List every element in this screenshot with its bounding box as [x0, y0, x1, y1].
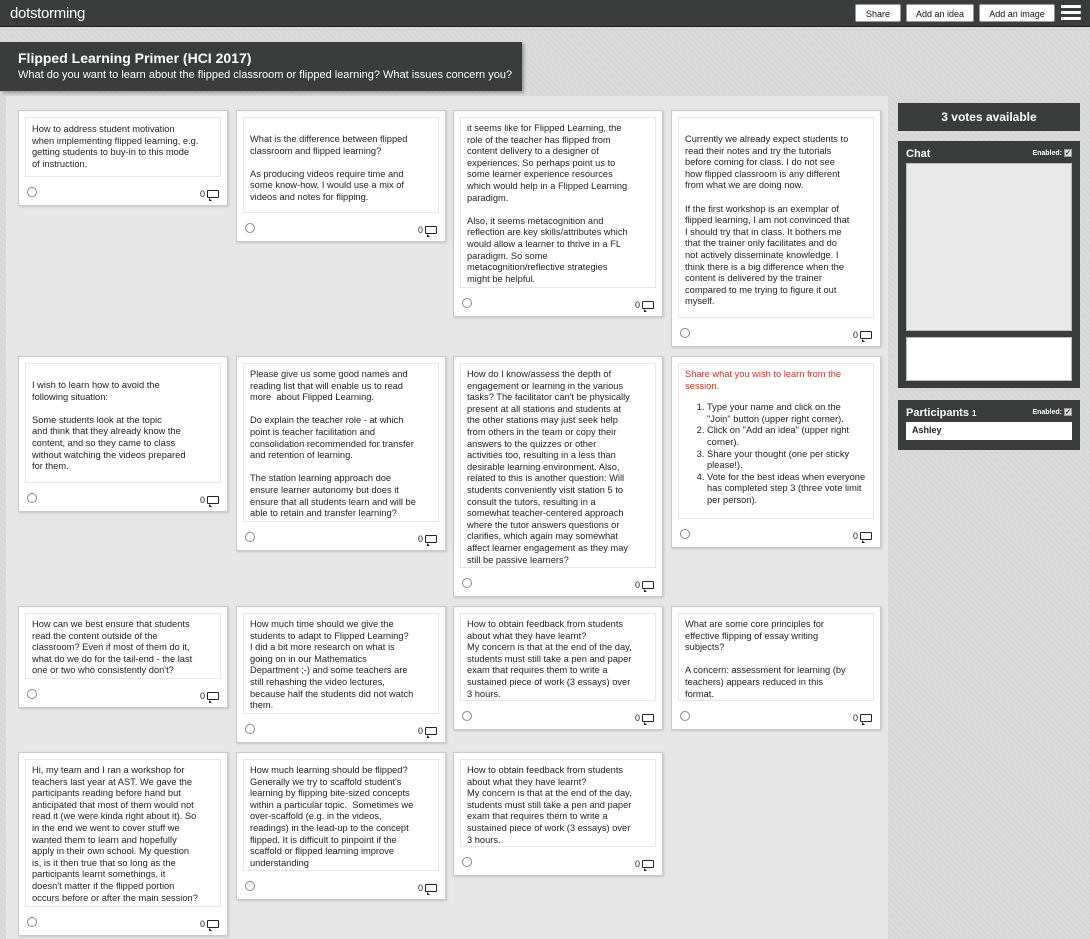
comment-count[interactable] — [853, 713, 872, 723]
instructions-heading: Share what you wish to learn from the session. — [685, 369, 842, 391]
idea-card[interactable] — [453, 110, 663, 317]
idea-card[interactable] — [453, 356, 663, 597]
vote-radio[interactable] — [27, 689, 37, 699]
board-title-box — [0, 42, 522, 91]
comment-count[interactable] — [418, 883, 437, 893]
comment-count-value: 0 — [634, 300, 640, 310]
idea-card[interactable] — [236, 356, 446, 551]
step-item: 4. Vote for the best ideas when everyone has completed step 3 (three vote limit per person). — [707, 472, 867, 507]
board-title: Flipped Learning Primer (HCI 2017) — [18, 50, 252, 66]
idea-card[interactable] — [18, 606, 228, 708]
comment-count-value: 0 — [199, 919, 205, 929]
comment-icon — [642, 581, 654, 589]
participants-enabled-label: Enabled: — [1032, 408, 1062, 416]
vote-radio[interactable] — [462, 857, 472, 867]
add-image-button[interactable]: Add an image — [979, 4, 1055, 22]
idea-card[interactable] — [236, 606, 446, 743]
app-logo[interactable]: dotstorming — [10, 5, 86, 22]
comment-count[interactable] — [635, 713, 654, 723]
comment-count-value: 0 — [852, 713, 858, 723]
idea-card[interactable] — [453, 606, 663, 730]
idea-card[interactable] — [453, 752, 663, 876]
comment-icon — [642, 860, 654, 868]
participants-title-label: Participants — [906, 407, 969, 419]
comment-count[interactable] — [635, 580, 654, 590]
comment-icon — [860, 532, 872, 540]
idea-card[interactable] — [236, 752, 446, 900]
chat-enabled-label: Enabled: — [1032, 149, 1062, 157]
vote-radio[interactable] — [245, 881, 255, 891]
comment-count[interactable] — [418, 726, 437, 736]
top-bar — [0, 0, 1090, 27]
idea-text: How can we best ensure that students read the content outside of the classroom? Even if most of them do it, what do we do for the tail-end - the last one or two who consistently don't? — [25, 613, 221, 679]
comment-count-value: 0 — [417, 883, 423, 893]
idea-text: What are some core principles for effective flipping of essay writing subjects? A concern: assessment for learning (by teachers) appears reduced in this format. — [678, 613, 874, 701]
comment-count-value: 0 — [634, 580, 640, 590]
idea-card[interactable] — [671, 110, 881, 347]
participants-count: 1 — [972, 409, 977, 418]
idea-text: Hi, my team and I ran a workshop for teachers last year at AST. We gave the participants reading before hand but anticipated that most of them would not read it (we were kinda right about it). So in the end we went to cover stuff we wanted them to learn and hopefully apply in their own school. My question is, is it then true that so long as the participants learnt somethings, it doesn't matter if the flipped portion occurs before or after the main session? — [25, 759, 221, 907]
add-idea-button[interactable]: Add an idea — [906, 4, 974, 22]
comment-icon — [425, 535, 437, 543]
comment-count-value: 0 — [634, 859, 640, 869]
comment-icon — [425, 727, 437, 735]
idea-card[interactable] — [18, 752, 228, 936]
comment-icon — [207, 496, 219, 504]
vote-radio[interactable] — [27, 187, 37, 197]
idea-text: How much learning should be flipped? Generally we try to scaffold student's learning by flipping bite-sized concepts within a particular topic. Sometimes we over-scaffold (e.g. in the videos, readings) in the lead-up to the concept flipped. It is difficult to pinpoint if the scaffold or flipped learning improve understanding — [243, 759, 439, 871]
vote-radio[interactable] — [245, 223, 255, 233]
step-item: 1. Type your name and click on the "Join" button (upper right corner). — [707, 402, 867, 425]
idea-text: How to obtain feedback from students about what they have learnt? My concern is that at the end of the day, students must still take a pen and paper exam that requires them to write a sustained piece of work (3 essays) over 3 hours. — [460, 613, 656, 701]
step-item: 3. Share your thought (one per sticky please!). — [707, 449, 867, 472]
chat-input[interactable] — [906, 337, 1072, 381]
participant-name: Ashley — [906, 422, 1072, 440]
idea-card[interactable] — [18, 356, 228, 512]
chat-log — [906, 163, 1072, 331]
comment-icon — [425, 884, 437, 892]
comment-count[interactable] — [635, 300, 654, 310]
comment-count[interactable] — [418, 225, 437, 235]
vote-radio[interactable] — [27, 493, 37, 503]
vote-radio[interactable] — [680, 529, 690, 539]
comment-count-value: 0 — [199, 691, 205, 701]
participants-enabled-checkbox[interactable]: ✓ — [1065, 409, 1071, 416]
chat-enabled-checkbox[interactable]: ✓ — [1065, 150, 1071, 157]
vote-radio[interactable] — [462, 711, 472, 721]
vote-radio[interactable] — [680, 328, 690, 338]
comment-icon — [207, 920, 219, 928]
comment-count-value: 0 — [417, 726, 423, 736]
idea-text: Please give us some good names and reading list that will enable us to read more about Flipped Learning. Do explain the teacher role - at which point is teacher facilitation and consolidation recommended for transfer and retention of learning. The station learning approach doe ensure learner autonomy but does it ensure that all students learn and will be able to retain and transfer learning? — [243, 363, 439, 522]
instructions-steps — [685, 402, 867, 506]
vote-radio[interactable] — [462, 298, 472, 308]
comment-count-value: 0 — [199, 495, 205, 505]
comment-icon — [860, 714, 872, 722]
comment-icon — [642, 301, 654, 309]
comment-count[interactable] — [200, 495, 219, 505]
idea-text: What is the difference between flipped classroom and flipped learning? As producing videos require time and some know-how, I would use a mix of videos and notes for flipping. — [243, 117, 439, 213]
comment-icon — [425, 226, 437, 234]
idea-text: it seems like for Flipped Learning, the role of the teacher has flipped from content delivery to a designer of experiences. So perhaps point us to some learner experience resources which would help in a Flipped Learning paradigm. Also, it seems metacognition and reflection are key skills/attributes which would allow a learner to thrive in a FL paradigm. So some metacognition/reflective strategies might be helpful. — [460, 117, 656, 288]
vote-radio[interactable] — [245, 532, 255, 542]
participants-panel — [898, 400, 1080, 450]
vote-radio[interactable] — [27, 917, 37, 927]
comment-count[interactable] — [200, 189, 219, 199]
share-button[interactable]: Share — [855, 4, 901, 22]
comment-count[interactable] — [853, 531, 872, 541]
comment-icon — [207, 692, 219, 700]
idea-text: How to obtain feedback from students about what they have learnt? My concern is that at the end of the day, students must still take a pen and paper exam that requires them to write a sustained piece of work (3 essays) over 3 hours. — [460, 759, 656, 847]
comment-count-value: 0 — [852, 531, 858, 541]
comment-count[interactable] — [853, 330, 872, 340]
comment-count[interactable] — [200, 691, 219, 701]
vote-radio[interactable] — [462, 578, 472, 588]
comment-icon — [207, 190, 219, 198]
chat-panel — [898, 141, 1080, 388]
hamburger-menu-icon[interactable] — [1061, 5, 1081, 21]
comment-count[interactable] — [635, 859, 654, 869]
idea-card[interactable] — [671, 606, 881, 730]
participants-enabled — [1032, 408, 1072, 416]
step-item: 2. Click on "Add an idea" (upper right corner). — [707, 425, 867, 448]
comment-icon — [860, 331, 872, 339]
idea-text: I wish to learn how to avoid the following situation: Some students look at the topic and think that they already know the content, and so they came to class without watching the videos prepared for them. — [25, 363, 221, 483]
instructions-content — [678, 363, 874, 519]
idea-text: How do I know/assess the depth of engagement or learning in the various tasks? The facilitator can't be physically present at all stations and students at the other stations may just seek help from others in the team or copy their answers to the quizzes or other activities too, resulting in a less than desirable learning environment. Also, related to this is another question: Will students conveniently visit station 5 to consult the tutors, resulting in a somewhat teacher-centered approach where the tutor answers questions or clarifies, which again may somewhat affect learner engagement as they may still be passive learners? — [460, 363, 656, 568]
comment-icon — [642, 714, 654, 722]
idea-card[interactable] — [18, 110, 228, 206]
votes-available: 3 votes available — [898, 103, 1080, 131]
board-question: What do you want to learn about the flipped classroom or flipped learning? What issues concern you? — [18, 69, 513, 81]
chat-enabled — [1032, 149, 1072, 157]
vote-radio[interactable] — [245, 724, 255, 734]
comment-count-value: 0 — [417, 534, 423, 544]
comment-count-value: 0 — [852, 330, 858, 340]
idea-text: How to address student motivation when implementing flipped learning, e.g. getting students to buy-in to this mode of instruction. — [25, 117, 221, 177]
idea-card[interactable] — [236, 110, 446, 242]
comment-count[interactable] — [418, 534, 437, 544]
comment-count-value: 0 — [199, 189, 205, 199]
participants-title — [906, 407, 976, 419]
comment-count[interactable] — [200, 919, 219, 929]
idea-text: Currently we already expect students to read their notes and try the tutorials before coming for class. I do not see how flipped classroom is any different from what we are doing now. If the first workshop is an exemplar of flipped learning, I am not convinced that I should try that in class. It bothers me that the trainer only facilitates and do not actively disseminate knowledge. I think there is a big difference when the content is delivered by the trainer compared to me trying to figure it out myself. — [678, 117, 874, 318]
idea-text: How much time should we give the students to adapt to Flipped Learning? I did a bit more research on what is going on in our Mathematics Department ;-) and some teachers are still rehashing the video lectures, because half the students did not watch them. — [243, 613, 439, 714]
instructions-card[interactable] — [671, 356, 881, 548]
comment-count-value: 0 — [417, 225, 423, 235]
vote-radio[interactable] — [680, 711, 690, 721]
chat-title: Chat — [906, 148, 931, 160]
comment-count-value: 0 — [634, 713, 640, 723]
